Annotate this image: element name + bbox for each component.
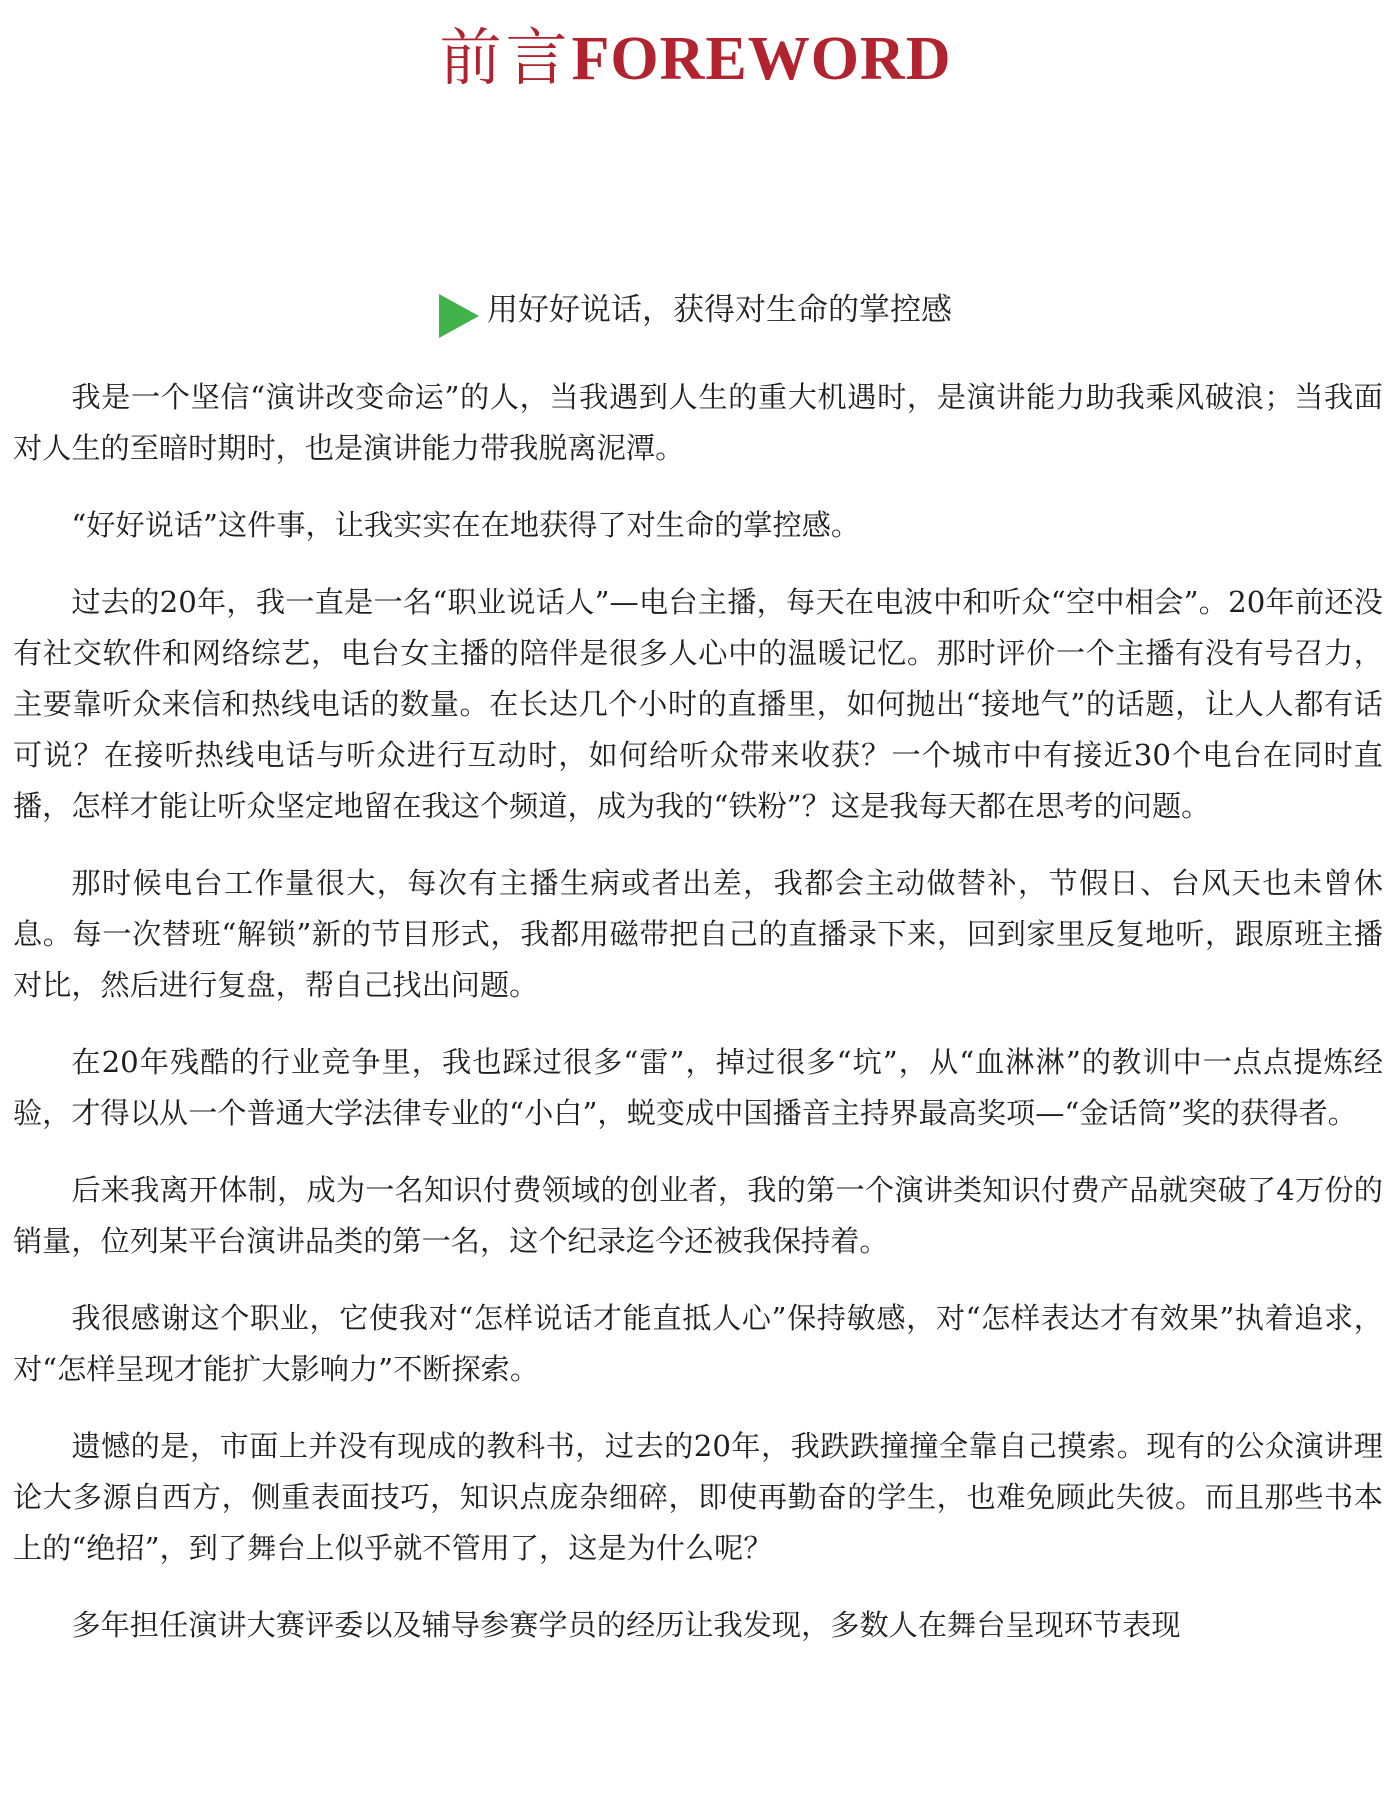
title-english: FOREWORD — [571, 25, 952, 93]
section-heading — [0, 288, 1391, 338]
title-chinese: 前言 — [439, 21, 572, 94]
green-triangle-icon — [439, 294, 479, 338]
paragraph: 过去的20年，我一直是一名“职业说话人”—电台主播，每天在电波中和听众“空中相会”。20年前还没有社交软件和网络综艺，电台女主播的陪伴是很多人心中的温暖记忆。那时评价一个主播有没有号召力，主要靠听众来信和热线电话的数量。在长达几个小时的直播里，如何抛出“接地气”的话题，让人人都有话可说？在接听热线电话与听众进行互动时，如何给听众带来收获？一个城市中有接近30个电台在同时直播，怎样才能让听众坚定地留在我这个频道，成为我的“铁粉”？这是我每天都在思考的问题。 — [13, 585, 1383, 823]
paragraph: 我是一个坚信“演讲改变命运”的人，当我遇到人生的重大机遇时，是演讲能力助我乘风破浪；当我面对人生的至暗时期时，也是演讲能力带我脱离泥潭。 — [13, 380, 1383, 465]
paragraph: “好好说话”这件事，让我实实在在地获得了对生命的掌控感。 — [71, 508, 861, 542]
page-title — [0, 18, 1391, 99]
section-heading-text: 用好好说话，获得对生命的掌控感 — [487, 292, 952, 328]
paragraph: 我很感谢这个职业，它使我对“怎样说话才能直抵人心”保持敏感，对“怎样表达才有效果”执着追求，对“怎样呈现才能扩大影响力”不断探索。 — [13, 1301, 1383, 1386]
paragraph: 在20年残酷的行业竞争里，我也踩过很多“雷”，掉过很多“坑”，从“血淋淋”的教训中一点点提炼经验，才得以从一个普通大学法律专业的“小白”，蜕变成中国播音主持界最高奖项—“金话筒”奖的获得者。 — [13, 1045, 1383, 1130]
body-text — [13, 372, 1383, 1677]
paragraph: 遗憾的是，市面上并没有现成的教科书，过去的20年，我跌跌撞撞全靠自己摸索。现有的公众演讲理论大多源自西方，侧重表面技巧，知识点庞杂细碎，即使再勤奋的学生，也难免顾此失彼。而且那些书本上的“绝招”，到了舞台上似乎就不管用了，这是为什么呢？ — [13, 1429, 1383, 1565]
paragraph: 后来我离开体制，成为一名知识付费领域的创业者，我的第一个演讲类知识付费产品就突破了4万份的销量，位列某平台演讲品类的第一名，这个纪录迄今还被我保持着。 — [13, 1173, 1383, 1258]
paragraph: 那时候电台工作量很大，每次有主播生病或者出差，我都会主动做替补，节假日、台风天也未曾休息。每一次替班“解锁”新的节目形式，我都用磁带把自己的直播录下来，回到家里反复地听，跟原班主播对比，然后进行复盘，帮自己找出问题。 — [13, 866, 1383, 1002]
paragraph: 多年担任演讲大赛评委以及辅导参赛学员的经历让我发现，多数人在舞台呈现环节表现 — [71, 1608, 1181, 1642]
